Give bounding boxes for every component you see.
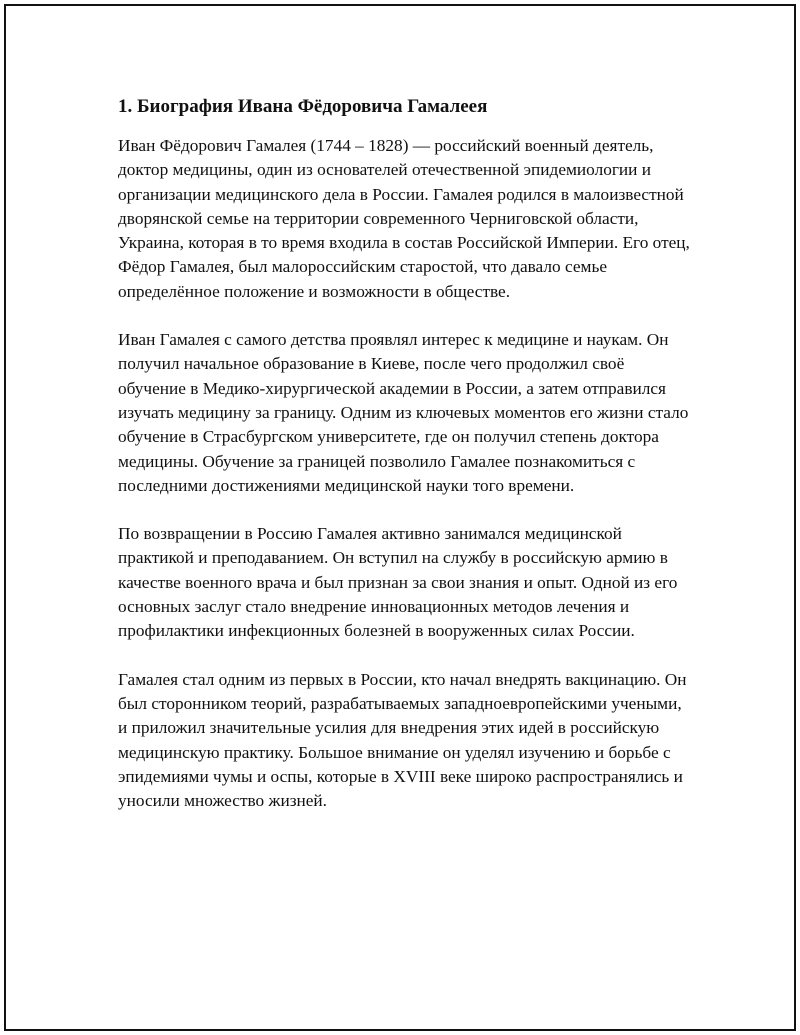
section-heading: 1. Биография Ивана Фёдоровича Гамалеея (118, 96, 488, 117)
paragraph-3: По возвращении в Россию Гамалея активно занимался медицинской практикой и преподаванием. Он вступил на службу в российскую армию в качестве военного врача и был признан за свои знания и опыт. Одной из его основных заслуг стало внедрение инновационных методов лечения и профилактики инфекционных болезней в вооруженных силах России. (118, 524, 678, 641)
paragraph-2: Иван Гамалея с самого детства проявлял интерес к медицине и наукам. Он получил начальное образование в Киеве, после чего продолжил своё обучение в Медико-хирургической академии в России, а затем отправился изучать медицину за границу. Одним из ключевых моментов его жизни стало обучение в Страсбургском университете, где он получил степень доктора медицины. Обучение за границей позволило Гамалее познакомиться с последними достижениями медицинской науки того времени. (118, 330, 689, 495)
document-body (118, 94, 693, 837)
paragraph-4: Гамалея стал одним из первых в России, кто начал внедрять вакцинацию. Он был сторонником теорий, разрабатываемых западноевропейскими учеными, и приложил значительные усилия для внедрения этих идей в российскую медицинскую практику. Большое внимание он уделял изучению и борьбе с эпидемиями чумы и оспы, которые в XVIII веке широко распространялись и уносили множество жизней. (118, 669, 687, 811)
paragraph-1: Иван Фёдорович Гамалея (1744 – 1828) — российский военный деятель, доктор медицины, один из основателей отечественной эпидемиологии и организации медицинского дела в России. Гамалея родился в малоизвестной дворянской семье на территории современного Черниговской области, Украина, которая в то время входила в состав Российской Империи. Его отец, Фёдор Гамалея, был малороссийским старостой, что давало семье определённое положение и возможности в обществе. (118, 136, 690, 301)
